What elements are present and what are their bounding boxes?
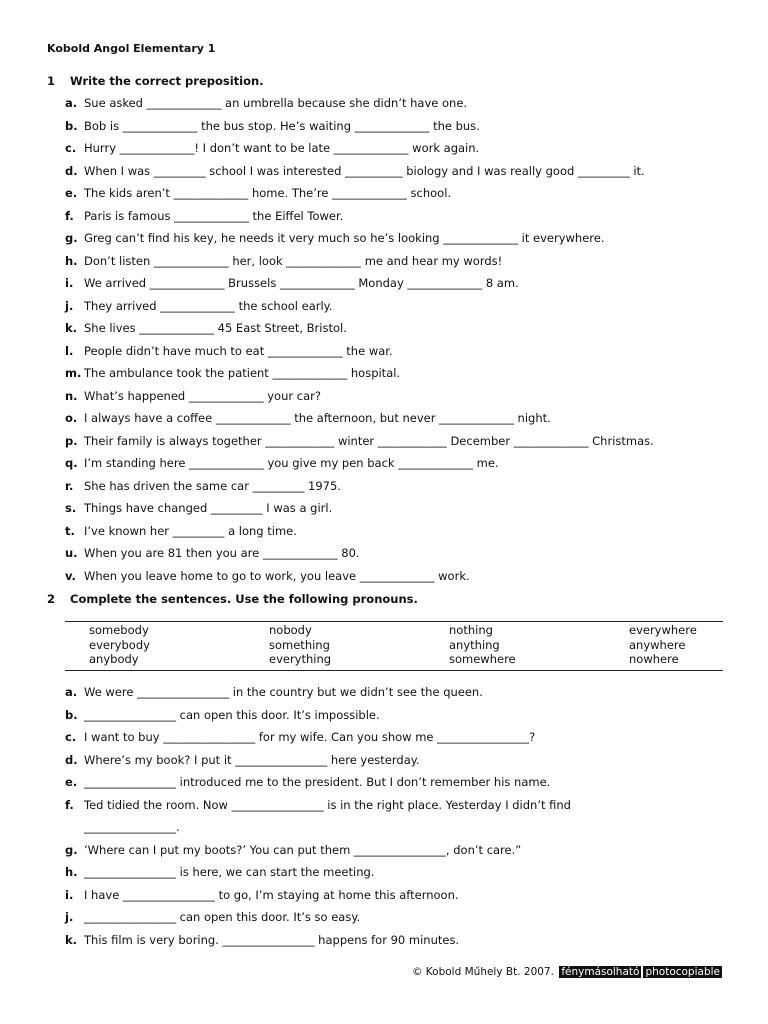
item-text: Hurry _____________! I don’t want to be late _____________ work again.	[84, 141, 480, 155]
copyright-footer	[412, 966, 722, 978]
item-text: They arrived _____________ the school early.	[84, 298, 333, 313]
pronoun-word: everywhere	[629, 623, 697, 637]
item-letter: i.	[65, 887, 74, 902]
item-text: I have ________________ to go, I’m staying at home this afternoon.	[84, 887, 459, 902]
item-text: Greg can’t find his key, he needs it very much so he’s looking _____________ it everywhere.	[84, 231, 605, 245]
exercise-item	[65, 205, 738, 228]
exercise-item	[65, 704, 738, 727]
item-text: The kids aren’t _____________ home. The’re _____________ school.	[84, 186, 452, 200]
pronoun-word: everything	[269, 652, 332, 666]
exercise-item	[65, 542, 738, 565]
item-letter: p.	[65, 433, 78, 448]
photocopiable-tag-hu: fénymásolható	[561, 966, 640, 978]
worksheet-title: Kobold Angol Elementary 1	[47, 42, 216, 55]
item-text: Sue asked _____________ an umbrella because she didn’t have one.	[84, 96, 468, 110]
exercise-item	[65, 794, 738, 839]
item-letter: v.	[65, 568, 76, 583]
pronoun-word: somewhere	[449, 652, 516, 666]
item-letter: l.	[65, 343, 74, 358]
item-letter: c.	[65, 730, 77, 744]
item-text: She lives _____________ 45 East Street, Bristol.	[84, 321, 347, 335]
exercise-item	[65, 115, 738, 138]
item-text-continued: ________________.	[84, 820, 180, 834]
item-text: I’ve known her _________ a long time.	[84, 523, 297, 538]
exercise-item	[65, 272, 738, 295]
item-letter: n.	[65, 388, 78, 403]
item-letter: s.	[65, 501, 77, 515]
item-letter: u.	[65, 546, 78, 560]
item-letter: a.	[65, 96, 78, 110]
item-text: When you leave home to go to work, you leave _____________ work.	[84, 568, 470, 583]
section-2-number: 2	[47, 592, 56, 606]
item-text: ________________ can open this door. It’s impossible.	[84, 707, 380, 722]
exercise-item	[65, 340, 738, 363]
item-text: The ambulance took the patient _____________ hospital.	[84, 366, 401, 380]
item-text: Ted tidied the room. Now ________________ is in the right place. Yesterday I didn’t find	[84, 797, 571, 812]
item-text: This film is very boring. ________________ happens for 90 minutes.	[84, 932, 460, 947]
exercise-item	[65, 452, 738, 475]
section-2-title: Complete the sentences. Use the following pronouns.	[70, 592, 418, 606]
item-text: I’m standing here _____________ you give my pen back _____________ me.	[84, 456, 499, 470]
photocopiable-tag-en: photocopiable	[645, 966, 720, 978]
item-text: When you are 81 then you are _____________ 80.	[84, 546, 360, 560]
item-letter: e.	[65, 186, 78, 200]
item-text: She has driven the same car _________ 1975.	[84, 478, 341, 493]
exercise-item	[65, 430, 738, 453]
exercise-item	[65, 749, 738, 772]
item-letter: g.	[65, 842, 78, 857]
exercise-item	[65, 182, 738, 205]
item-letter: j.	[65, 910, 74, 924]
item-letter: h.	[65, 865, 78, 879]
item-text: We were ________________ in the country but we didn’t see the queen.	[84, 685, 483, 699]
exercise-item	[65, 475, 738, 498]
item-text: When I was _________ school I was interested __________ biology and I was really good _________ it.	[84, 163, 645, 178]
item-letter: c.	[65, 141, 77, 155]
exercise-item	[65, 317, 738, 340]
copyright-text: © Kobold Műhely Bt. 2007.	[411, 966, 554, 978]
item-letter: f.	[65, 797, 74, 812]
exercise-item	[65, 250, 738, 273]
item-letter: b.	[65, 707, 78, 722]
exercise-item	[65, 137, 738, 160]
item-letter: m.	[65, 366, 82, 380]
section-2-items	[65, 681, 738, 951]
section-1-items	[65, 92, 738, 587]
section-1-number: 1	[47, 74, 56, 88]
exercise-item	[65, 92, 738, 115]
item-letter: o.	[65, 411, 78, 425]
exercise-item	[65, 906, 738, 929]
exercise-item	[65, 160, 738, 183]
pronoun-row	[65, 652, 723, 667]
exercise-item	[65, 884, 738, 907]
item-text: Don’t listen _____________ her, look _____________ me and hear my words!	[84, 253, 503, 268]
pronoun-word: nobody	[269, 623, 312, 637]
pronoun-word: something	[269, 637, 330, 652]
item-letter: q.	[65, 456, 78, 470]
pronoun-word: nothing	[449, 623, 493, 637]
pronoun-word: nowhere	[629, 652, 679, 666]
item-text: Things have changed _________ I was a girl.	[84, 501, 333, 515]
pronoun-word: anything	[449, 637, 500, 652]
item-letter: h.	[65, 253, 78, 268]
item-letter: d.	[65, 752, 78, 767]
exercise-item	[65, 839, 738, 862]
item-letter: t.	[65, 523, 75, 538]
item-letter: b.	[65, 118, 78, 133]
item-letter: i.	[65, 276, 74, 290]
pronoun-word: anywhere	[629, 637, 686, 652]
item-letter: f.	[65, 208, 74, 223]
item-letter: d.	[65, 163, 78, 178]
exercise-item	[65, 520, 738, 543]
exercise-item	[65, 227, 738, 250]
section-2-heading	[47, 592, 418, 606]
exercise-item	[65, 497, 738, 520]
item-letter: r.	[65, 478, 74, 493]
exercise-item	[65, 681, 738, 704]
item-text: Where’s my book? I put it ________________ here yesterday.	[84, 752, 420, 767]
item-text: ________________ can open this door. It’s so easy.	[84, 910, 361, 924]
exercise-item	[65, 726, 738, 749]
item-text: ________________ is here, we can start the meeting.	[84, 865, 375, 879]
item-text: Their family is always together ____________ winter ____________ December _____________ Christmas.	[84, 433, 654, 448]
item-letter: j.	[65, 298, 74, 313]
pronoun-word: anybody	[89, 652, 139, 666]
item-text: What’s happened _____________ your car?	[84, 388, 321, 403]
exercise-item	[65, 362, 738, 385]
pronoun-word: somebody	[89, 623, 149, 637]
exercise-item	[65, 565, 738, 588]
exercise-item	[65, 771, 738, 794]
item-text: Bob is _____________ the bus stop. He’s waiting _____________ the bus.	[84, 118, 480, 133]
pronoun-row	[65, 623, 723, 638]
item-text: I want to buy ________________ for my wife. Can you show me ________________?	[84, 730, 536, 744]
exercise-item	[65, 929, 738, 952]
exercise-item	[65, 295, 738, 318]
pronoun-row	[65, 638, 723, 653]
item-text: People didn’t have much to eat _____________ the war.	[84, 343, 393, 358]
item-letter: k.	[65, 932, 78, 947]
item-text: ________________ introduced me to the president. But I don’t remember his name.	[84, 775, 551, 789]
exercise-item	[65, 861, 738, 884]
item-letter: g.	[65, 231, 78, 245]
pronoun-box	[65, 621, 723, 671]
item-text: Paris is famous _____________ the Eiffel Tower.	[84, 208, 344, 223]
section-1-title: Write the correct preposition.	[70, 74, 264, 88]
exercise-item	[65, 385, 738, 408]
section-1-heading	[47, 74, 264, 88]
item-text: I always have a coffee _____________ the afternoon, but never _____________ night.	[84, 411, 551, 425]
item-letter: k.	[65, 321, 78, 335]
item-letter: a.	[65, 685, 78, 699]
item-letter: e.	[65, 775, 78, 789]
item-text: ’Where can I put my boots?’ You can put them ________________, don’t care.”	[84, 842, 522, 857]
exercise-item	[65, 407, 738, 430]
pronoun-word: everybody	[89, 637, 150, 652]
item-text: We arrived _____________ Brussels _____________ Monday _____________ 8 am.	[84, 276, 519, 290]
